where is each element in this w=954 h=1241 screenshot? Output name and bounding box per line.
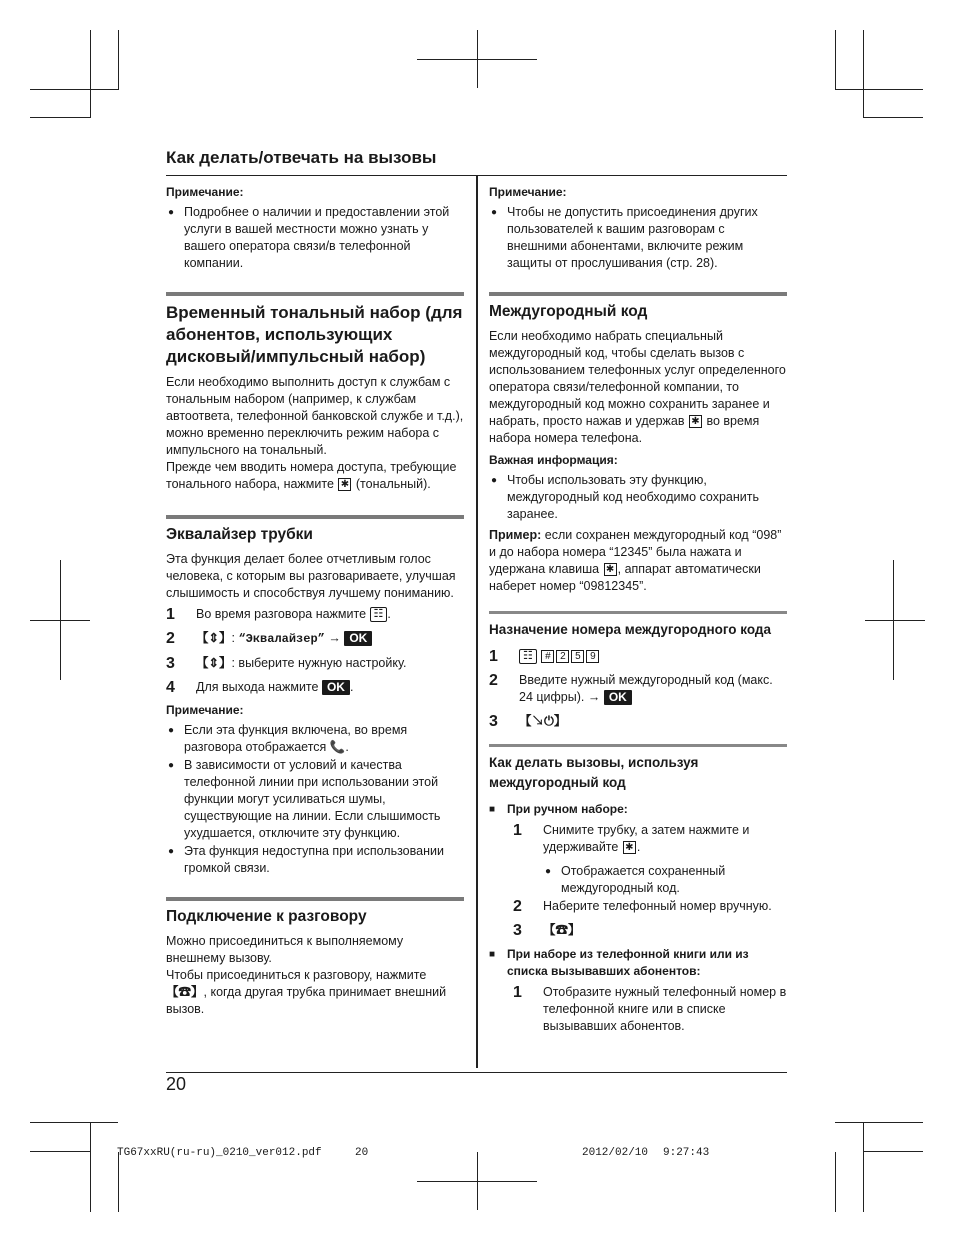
talk-key-icon: 【☎】 <box>543 923 581 937</box>
crop-mark <box>30 1151 90 1152</box>
step <box>166 679 464 696</box>
step-text: Введите нужный междугородный код (макс. 24 цифры). → OK <box>519 673 773 705</box>
step-text: 【⇕】: “Эквалайзер” → OK <box>196 630 372 648</box>
crop-mark <box>835 1152 836 1212</box>
step-text <box>519 648 600 665</box>
step <box>513 922 787 939</box>
step-number: 3 <box>166 655 175 672</box>
step-text: 【⇕】: выберите нужную настройку. <box>196 656 407 670</box>
footer-rule <box>166 1072 787 1073</box>
talk-key-icon: 【☎】 <box>166 985 204 999</box>
star-key-icon: ✱ <box>623 841 636 854</box>
step-list <box>513 984 787 1035</box>
equalizer-icon: 📞 <box>329 740 346 754</box>
step <box>489 648 787 665</box>
column-divider <box>476 176 478 1068</box>
footer-date: 2012/02/10 <box>582 1147 649 1159</box>
crop-mark <box>118 30 119 90</box>
paragraph: Пример: если сохранен междугородный код “098” и до набора номера “12345” была нажата и удержана клавиша ✱ , аппарат автоматически наберет номер “09812345”. <box>489 528 782 593</box>
text: Прежде чем вводить номера доступа, требующие тонального набора, нажмите <box>166 460 457 491</box>
step-number: 2 <box>513 898 522 915</box>
step <box>489 713 787 730</box>
crop-mark <box>30 1122 118 1123</box>
section-title: Назначение номера междугородного кода <box>489 622 772 637</box>
ok-key-icon: OK <box>604 690 632 705</box>
section-title: Подключение к разговору <box>166 908 367 925</box>
paragraph: Чтобы присоединиться к разговору, нажмите 【☎】, когда другая трубка принимает внешний вызов. <box>166 968 447 1016</box>
star-key-icon: ✱ <box>604 563 617 576</box>
crop-mark <box>863 117 923 118</box>
crop-mark <box>863 1151 923 1152</box>
section-title: Междугородный код <box>489 303 648 320</box>
star-key-icon: ✱ <box>689 415 702 428</box>
step <box>166 606 464 623</box>
step <box>166 655 464 672</box>
note-item: ● Эта функция недоступна при использовании громкой связи. <box>166 843 464 877</box>
crop-mark <box>30 117 90 118</box>
crop-mark <box>835 30 836 90</box>
important-label: Важная информация: <box>489 453 618 467</box>
square-bullet-icon: ■ <box>489 949 496 960</box>
note-item: ● Чтобы не допустить присоединения других пользователей к вашим разговорам с внешними абонентами, включите режим защиты от прослушивания (стр. 28). <box>489 204 787 272</box>
paragraph: Если необходимо набрать специальный междугородный код, чтобы сделать вызов с использованием телефонных услуг определенного оператора связи/телефонной компании, то междугородный код можно сохранить заранее и набрать, просто нажав и удержав ✱ во время набора номера телефона. <box>489 329 786 445</box>
crop-mark <box>30 620 90 621</box>
step-number: 3 <box>513 922 522 939</box>
step-text: Наберите телефонный номер вручную. <box>543 899 772 913</box>
step-text: Снимите трубку, а затем нажмите и удерживайте ✱ . <box>543 823 750 854</box>
crop-mark <box>863 30 864 118</box>
section-assign-trunk <box>489 611 787 730</box>
menu-key-icon: ☷ <box>519 649 537 664</box>
step-number: 3 <box>489 713 498 730</box>
step-number: 4 <box>166 679 175 696</box>
crop-mark <box>835 1122 923 1123</box>
star-key-icon: ✱ <box>338 478 351 491</box>
section-trunk-code <box>489 292 787 595</box>
footer-time: 9:27:43 <box>663 1147 710 1159</box>
crop-mark <box>863 1122 864 1212</box>
paragraph: Если необходимо выполнить доступ к службам с тональным набором (например, к службам автоответа, телефонной банковской службе и т.д.), можно временно переключить режим набора с импульсного на тональный. <box>166 375 464 457</box>
note-item: ● Если эта функция включена, во время разговора отображается 📞. <box>166 722 464 756</box>
right-column <box>489 185 787 1042</box>
crop-mark <box>417 59 537 60</box>
section-title: Эквалайзер трубки <box>166 526 313 543</box>
step-number: 2 <box>166 630 175 647</box>
step-number: 1 <box>166 606 175 623</box>
section-equalizer <box>166 515 464 877</box>
note-label: Примечание: <box>489 185 567 199</box>
left-column <box>166 185 464 1018</box>
note-label: Примечание: <box>166 703 244 717</box>
step-text: Для выхода нажмите OK . <box>196 680 354 695</box>
section-calls-with-trunk <box>489 744 787 1035</box>
crop-mark <box>835 89 923 90</box>
note-block <box>166 185 464 272</box>
method-heading: ■ При наборе из телефонной книги или из списка вызывавших абонентов: <box>489 947 749 978</box>
section-tone-dialing <box>166 292 464 493</box>
method-heading: ■ При ручном наборе: <box>489 802 628 816</box>
step <box>513 898 787 915</box>
text: (тональный). <box>355 477 431 491</box>
key-9-icon: 9 <box>586 650 599 663</box>
note-block <box>489 185 787 272</box>
paragraph <box>166 459 464 493</box>
crop-mark <box>417 1181 537 1182</box>
navigator-key-icon: 【⇕】 <box>196 656 232 670</box>
crop-mark <box>90 1122 91 1212</box>
crop-mark <box>865 620 925 621</box>
menu-key-icon: ☷ <box>370 607 388 622</box>
note-item: ● Отображается сохраненный междугородный код. <box>543 863 787 897</box>
crop-mark <box>118 1152 119 1212</box>
off-power-key-icon: 【↘⏻】 <box>519 714 567 728</box>
navigator-key-icon: 【⇕】 <box>196 631 232 645</box>
note-item: ● Подробнее о наличии и предоставлении этой услуги в вашей местности можно узнать у вашего оператора связи/в телефонной компании. <box>166 204 464 272</box>
crop-mark <box>90 30 91 118</box>
step <box>513 822 787 856</box>
step-number: 2 <box>489 672 498 689</box>
note-item: ● В зависимости от условий и качества телефонной линии при использовании этой функции могут усиливаться шумы, существующие на линии. Если слышимость ухудшается, отключите эту функцию. <box>166 757 464 842</box>
step <box>166 630 464 648</box>
ok-key-icon: OK <box>322 680 350 695</box>
paragraph: Эта функция делает более отчетливым голос человека, с которым вы разговариваете, улучшая слышимость и способствуя лучшему пониманию. <box>166 552 456 600</box>
page-title: Как делать/отвечать на вызовы <box>166 148 437 167</box>
crop-mark <box>30 89 118 90</box>
step-text: Отобразите нужный телефонный номер в телефонной книге или в списке вызывавших абонентов. <box>543 985 787 1033</box>
note-label: Примечание: <box>166 185 244 199</box>
key-5-icon: 5 <box>571 650 584 663</box>
step-list <box>489 648 787 730</box>
step-number: 1 <box>513 822 522 839</box>
step-list <box>513 822 787 939</box>
page-number: 20 <box>166 1074 187 1094</box>
ok-key-icon: OK <box>344 631 372 646</box>
footer-filename: TG67xxRU(ru-ru)_0210_ver012.pdf <box>117 1147 322 1159</box>
section-title: Временный тональный набор (для абонентов, использующих дисковый/импульсный набор) <box>166 303 463 366</box>
paragraph: Можно присоединиться к выполняемому внешнему вызову. <box>166 934 404 965</box>
note-item: ● Чтобы использовать эту функцию, междугородный код необходимо сохранить заранее. <box>489 472 787 523</box>
step-list <box>166 606 464 696</box>
square-bullet-icon: ■ <box>489 804 496 815</box>
key-hash-icon: # <box>541 650 554 663</box>
footer-page: 20 <box>355 1147 369 1159</box>
step-number: 1 <box>513 984 522 1001</box>
step <box>513 984 787 1035</box>
key-2-icon: 2 <box>556 650 569 663</box>
step-text: Во время разговора нажмите ☷ . <box>196 607 391 621</box>
step-number: 1 <box>489 648 498 665</box>
step <box>489 672 787 706</box>
section-title: Как делать вызовы, используя междугородный код <box>489 755 699 790</box>
section-conference <box>166 897 464 1018</box>
